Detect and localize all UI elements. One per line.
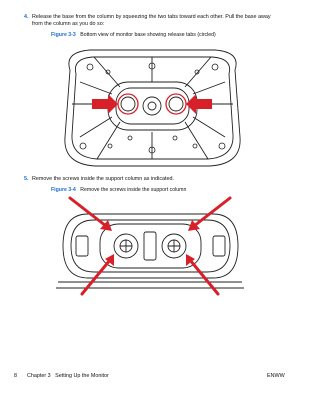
step-5 — [24, 176, 282, 183]
page-number: 8 — [14, 373, 17, 379]
step-text: Release the base from the column by squeezing the two tabs toward each other. Pull the base away from the column as you do so: — [32, 14, 271, 28]
figure-3-4-caption — [51, 187, 186, 194]
step-4 — [24, 14, 282, 29]
base-outline — [65, 50, 240, 166]
step-number: 5. — [24, 176, 29, 182]
step-number: 4. — [24, 14, 29, 20]
figure-label: Figure 3-4 — [51, 187, 76, 193]
left-arrow-icon — [92, 94, 118, 114]
figure-3-4-illustration — [48, 196, 253, 296]
chapter-title: Chapter 3 Setting Up the Monitor — [27, 373, 109, 379]
figure-label: Figure 3-3 — [51, 32, 76, 38]
brand-label: ENWW — [267, 373, 285, 379]
right-arrow-icon — [186, 94, 212, 114]
figure-caption-text: Remove the screws inside the support column — [80, 187, 187, 193]
figure-3-3-illustration — [50, 42, 255, 174]
figure-caption-text: Bottom view of monitor base showing release tabs (circled) — [80, 32, 216, 38]
figure-3-3-caption — [51, 32, 216, 39]
step-text: Remove the screws inside the support column as indicated. — [32, 176, 175, 182]
